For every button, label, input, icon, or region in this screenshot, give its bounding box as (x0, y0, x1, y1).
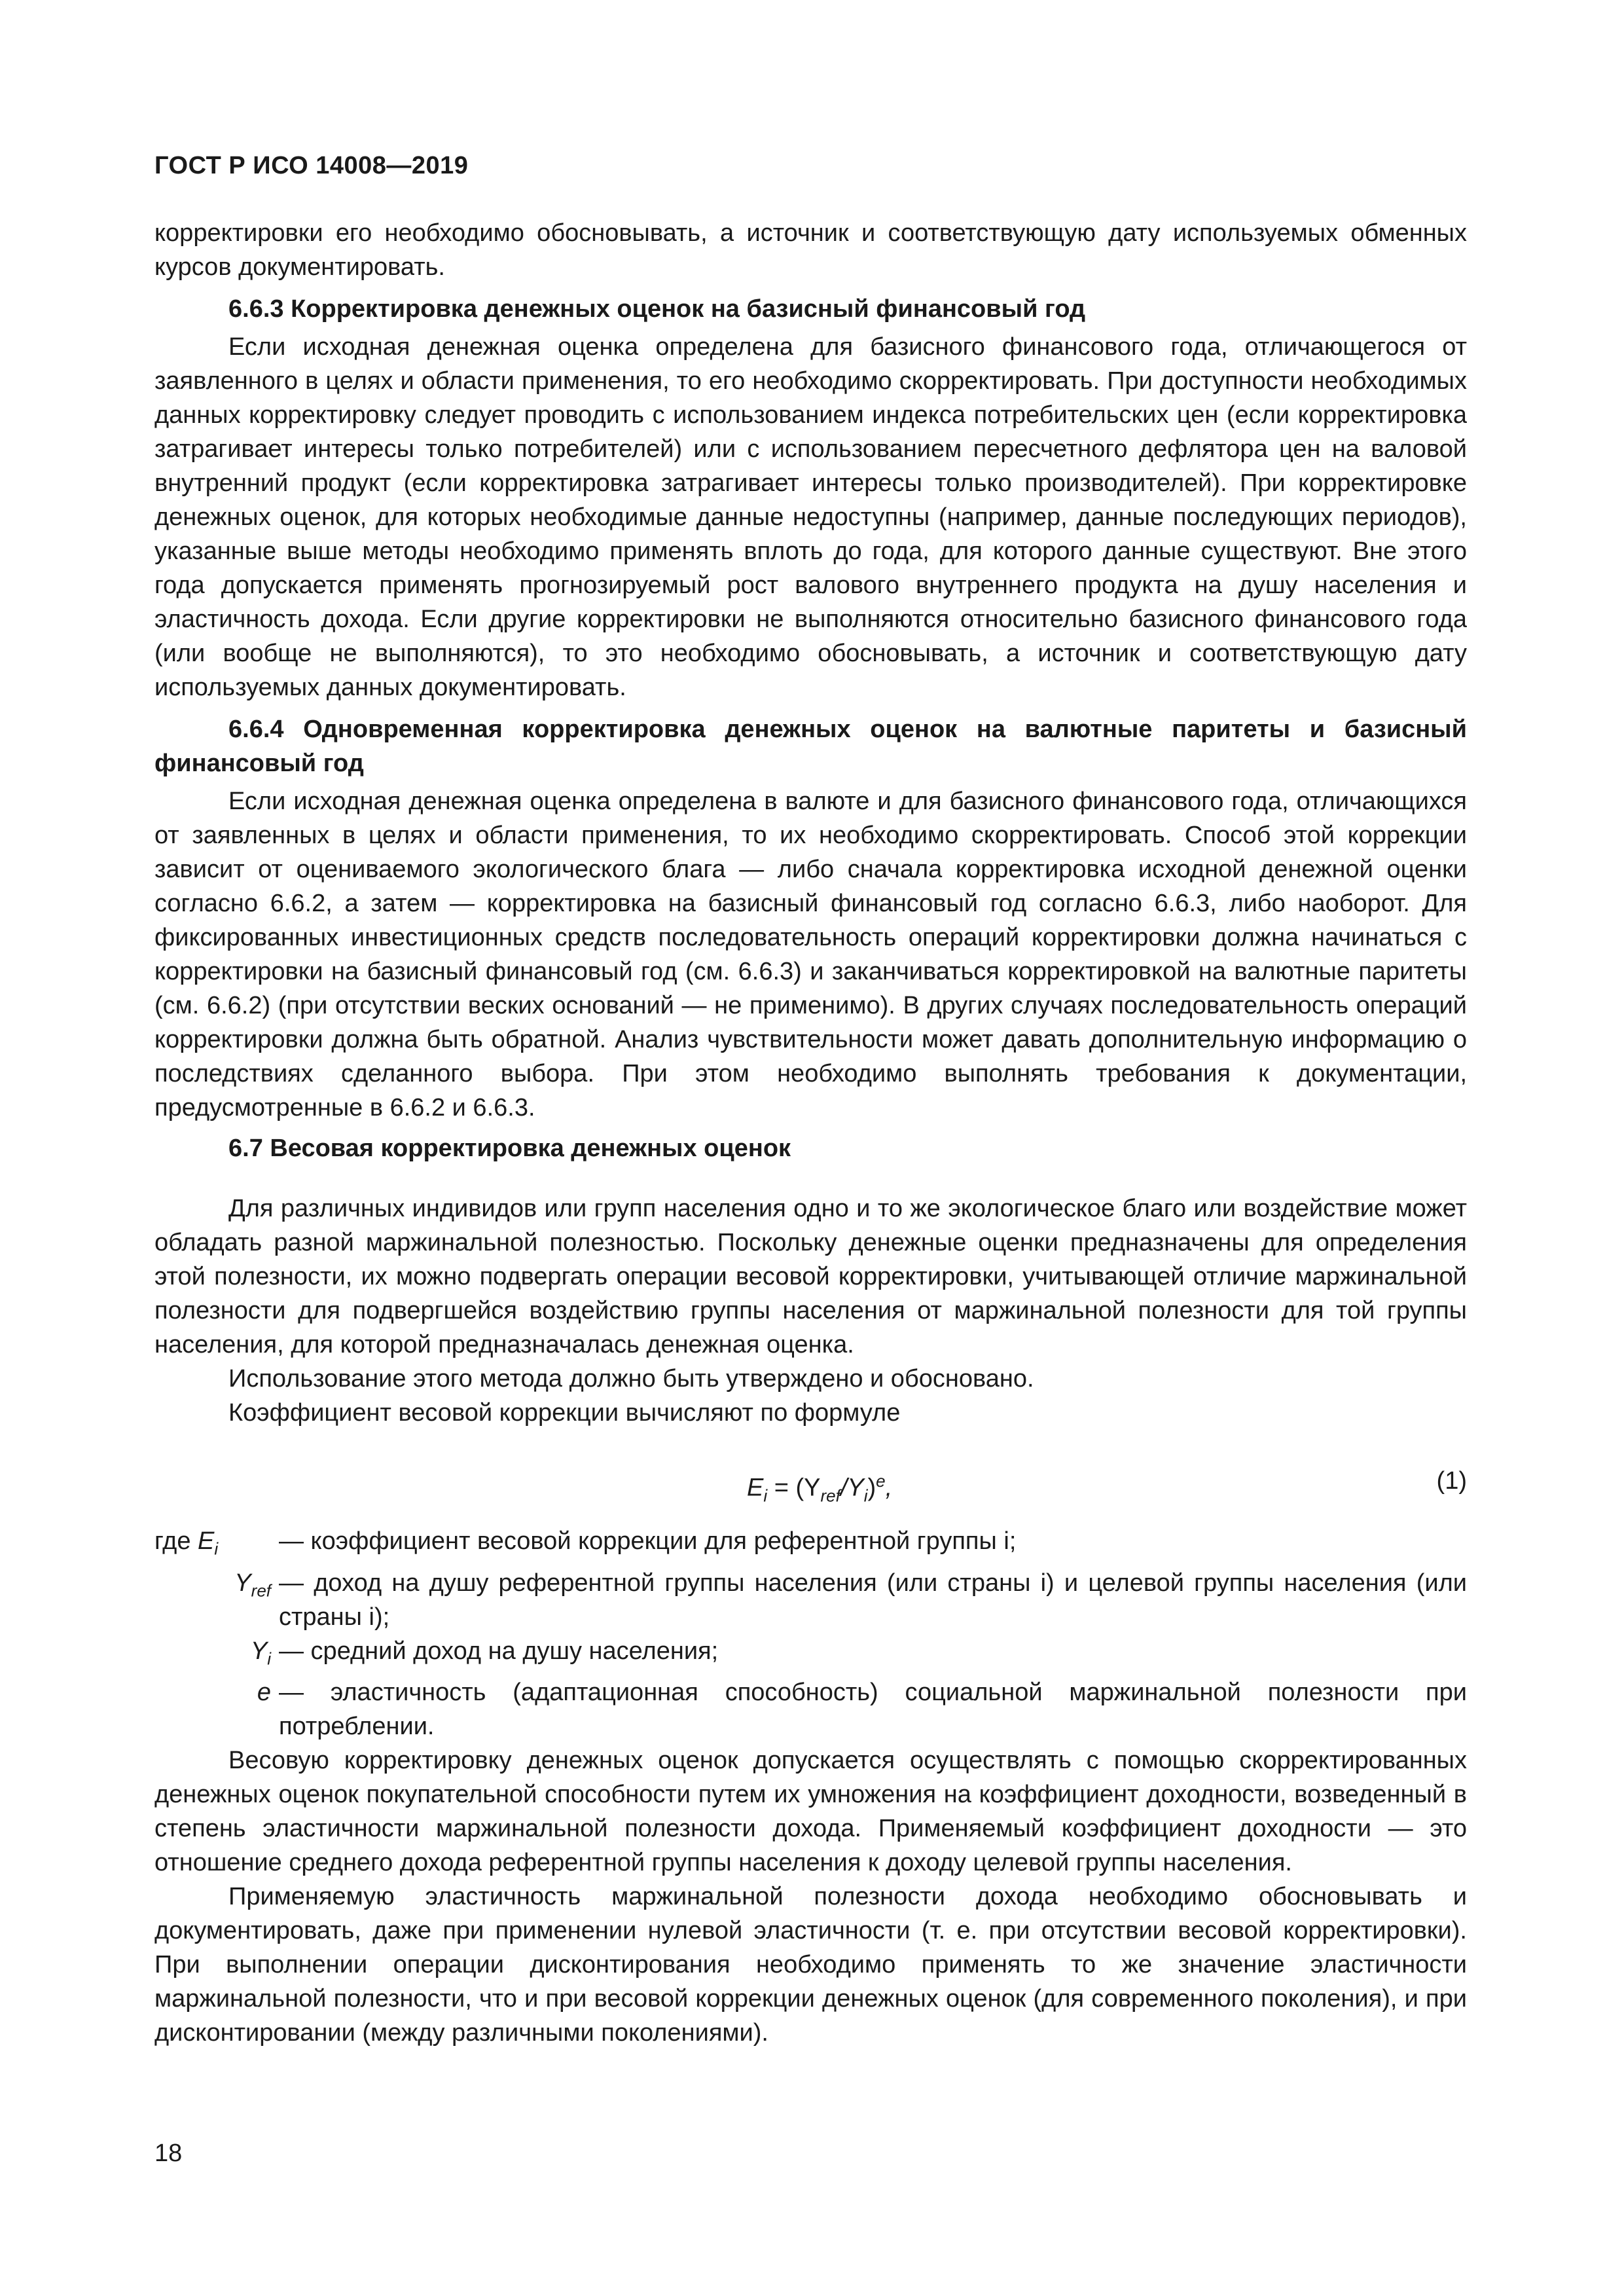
definition-item: $Y_{ref}$ — доход на душу референтной группы населения (или страны i) и целевой группы населения (или страны i); (234, 1569, 1467, 1631)
page-number: 18 (154, 2140, 183, 2167)
paragraph: Коэффициент весовой коррекции вычисляют по формуле (228, 1399, 901, 1427)
paragraph: Применяемую эластичность маржинальной полезности дохода необходимо обосновывать и документировать, даже при применении нулевой эластичности (т. е. при отсутствии весовой корректировки). При выполнении операции дисконтирования необходимо применять то же значение эластичности маржинальной полезности, что и при весовой коррекции денежных оценок (для современного поколения), и при дисконтировании (между различными поколениями). (154, 1883, 1467, 2047)
document-body (154, 216, 1467, 2050)
paragraph: корректировки его необходимо обосновывать, а источник и соответствующую дату используемых обменных курсов документировать. (154, 219, 1467, 281)
paragraph: Весовую корректировку денежных оценок допускается осуществлять с помощью скорректированных денежных оценок покупательной способности путем их умножения на коэффициент доходности, возведенный в степень эластичности маржинальной полезности дохода. Применяемый коэффициент доходности — это отношение среднего дохода референтной группы населения к доходу целевой группы населения. (154, 1747, 1467, 1877)
section-heading-6-6-3: 6.6.3 Корректировка денежных оценок на базисный финансовый год (228, 295, 1086, 323)
formula-number: (1) (1436, 1467, 1467, 1495)
paragraph: Если исходная денежная оценка определена для базисного финансового года, отличающегося от заявленного в целях и области применения, то его необходимо скорректировать. При доступности необходимых данных корректировку следует проводить с использованием индекса потребительских цен (если корректировка затрагивает интересы только потребителей) или с использованием пересчетного дефлятора цен на валовой внутренний продукт (если корректировка затрагивает интересы только производителей). При корректировке денежных оценок, для которых необходимые данные недоступны (например, данные последующих периодов), указанные выше методы необходимо применять вплоть до года, для которого данные существуют. Вне этого года допускается применять прогнозируемый рост валового внутреннего продукта на душу населения и эластичность дохода. Если другие корректировки не выполняются относительно базисного финансового года (или вообще не выполняются), то это необходимо обосновывать, а источник и соответствующую дату используемых данных документировать. (154, 333, 1467, 701)
formula-definitions (154, 1524, 1467, 1743)
document-header: ГОСТ Р ИСО 14008—2019 (154, 152, 469, 179)
paragraph: Для различных индивидов или групп населения одно и то же экологическое благо или воздействие может обладать разной маржинальной полезностью. Поскольку денежные оценки предназначены для определения этой полезности, их можно подвергать операции весовой корректировки, учитывающей отличие маржинальной полезности для подвергшейся воздействию группы населения от маржинальной полезности для той группы населения, для которой предназначалась денежная оценка. (154, 1195, 1467, 1358)
paragraph: Использование этого метода должно быть утверждено и обосновано. (228, 1365, 1034, 1393)
section-heading-6-6-4: 6.6.4 Одновременная корректировка денежных оценок на валютные паритеты и базисный финансовый год (154, 716, 1467, 777)
section-heading-6-7: 6.7 Весовая корректировка денежных оценок (228, 1135, 791, 1162)
formula-row (154, 1460, 1467, 1508)
definition-item: $Y_i$ — средний доход на душу населения; (250, 1637, 719, 1669)
paragraph: Если исходная денежная оценка определена в валюте и для базисного финансового года, отличающихся от заявленных в целях и области применения, то их необходимо скорректировать. Способ этой коррекции зависит от оцениваемого экологического блага — либо сначала корректировка исходной денежной оценки согласно 6.6.2, а затем — корректировка на базисный финансовый год согласно 6.6.3, либо наоборот. Для фиксированных инвестиционных средств последовательность операций корректировки должна начинаться с корректировки на базисный финансовый год (см. 6.6.3) и заканчиваться корректировкой на валютные паритеты (см. 6.6.2) (при отсутствии веских оснований — не применимо). В других случаях последовательность операций корректировки должна быть обратной. Анализ чувствительности может давать дополнительную информацию о последствиях сделанного выбора. При этом необходимо выполнять требования к документации, предусмотренные в 6.6.2 и 6.6.3. (154, 788, 1467, 1121)
definition-item: e — эластичность (адаптационная способность) социальной маржинальной полезности при потреблении. (257, 1679, 1467, 1741)
definition-item: где $E_i$ — коэффициент весовой коррекции для референтной группы i; (154, 1527, 1017, 1559)
formula: $E_i = (Y_{ref}/Y_i)^e$, (747, 1471, 893, 1506)
